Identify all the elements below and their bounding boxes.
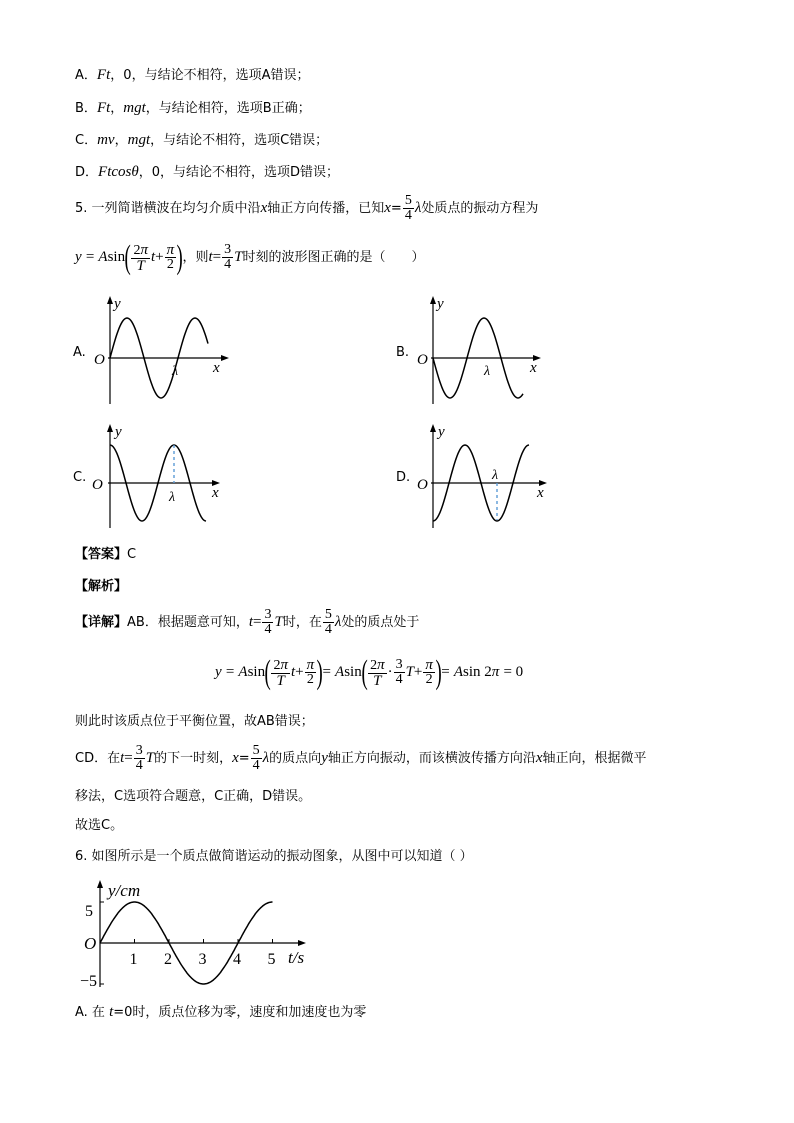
q5-graph-b[interactable]: [411, 292, 561, 407]
q6-y-arrow: [97, 880, 103, 888]
q6-origin: O: [84, 934, 97, 953]
q6-ylabel: y/cm: [108, 881, 141, 900]
svg-text:λ: λ: [492, 468, 499, 483]
prev-option-a: A．Ft，0，与结论不相符，选项A错误；: [75, 67, 310, 83]
q6-vibration-chart: [78, 874, 318, 994]
q5-graph-c[interactable]: [88, 420, 238, 532]
q6-xtick-label: 5: [267, 951, 276, 968]
analysis-detail-line3: CD．在t= $\frac{3}{4}$ T的下一时刻，x= $\frac{5}{4}$ λ的质点向y轴正方向振动，而该横波传播方向沿x轴正向，根据微平: [75, 743, 647, 773]
svg-text:x: x: [212, 485, 219, 501]
q5-option-b-label[interactable]: B.: [396, 345, 410, 360]
svg-text:y: y: [437, 296, 444, 312]
svg-text:x: x: [537, 485, 544, 501]
q6-xtick-label: 4: [233, 951, 241, 968]
analysis-equation: y = Asin( $\frac{2\pi}{T}$ t+ $\frac{\pi}{2}$ )= Asin( $\frac{2\pi}{T}$ · $\frac{3}{4}$ T+ $\frac{\pi}{2}$ )= Asin 2π = 0: [215, 653, 524, 691]
q5-graph-a[interactable]: [88, 292, 238, 407]
svg-text:x: x: [530, 360, 537, 376]
svg-text:y: y: [115, 424, 122, 440]
q5-graph-d[interactable]: [411, 420, 561, 532]
answer-line: 【答案】C: [75, 547, 137, 562]
svg-text:y: y: [114, 296, 121, 312]
svg-text:y: y: [438, 424, 445, 440]
prev-option-d: D．Ftcosθ，0，与结论不相符，选项D错误；: [75, 164, 340, 180]
q6-stem: 6. 如图所示是一个质点做简谐运动的振动图象，从图中可以知道（ ）: [75, 849, 473, 864]
analysis-detail-line2: 则此时该质点位于平衡位置，故AB错误；: [75, 714, 314, 729]
analysis-detail-line1: 【详解】AB．根据题意可知，t= $\frac{3}{4}$ T时，在 $\frac{5}{4}$ λ处的质点处于: [75, 607, 420, 637]
svg-text:O: O: [417, 352, 428, 368]
q6-option-a[interactable]: A. 在 t=0时，质点位移为零，速度和加速度也为零: [75, 1004, 367, 1020]
q6-x-arrow: [298, 940, 306, 946]
q6-xtick-label: 3: [198, 951, 207, 968]
analysis-detail-line4: 移法，C选项符合题意，C正确，D错误。: [75, 789, 312, 804]
q6-ytick-pos: 5: [85, 903, 93, 920]
svg-text:λ: λ: [169, 490, 176, 505]
svg-text:x: x: [213, 360, 220, 376]
q5-option-a-label[interactable]: A.: [73, 345, 86, 360]
q5-stem-line1: 5. 一列简谐横波在均匀介质中沿x轴正方向传播，已知x= $\frac{5}{4}$ λ处质点的振动方程为: [75, 193, 539, 223]
q6-xlabel: t/s: [288, 948, 305, 967]
q6-xtick-label: 2: [164, 951, 172, 968]
q5-stem-line2: y = Asin( $\frac{2\pi}{T}$ t+ $\frac{\pi}{2}$ )，则t= $\frac{3}{4}$ T时刻的波形图正确的是（ ）: [75, 238, 425, 276]
analysis-conclusion: 故选C。: [75, 818, 124, 833]
svg-text:O: O: [94, 352, 105, 368]
svg-text:λ: λ: [172, 364, 179, 379]
prev-option-b: B．Ft，mgt，与结论相符，选项B正确；: [75, 100, 311, 116]
analysis-label: 【解析】: [75, 579, 128, 594]
svg-text:O: O: [417, 477, 428, 493]
q6-xtick-label: 1: [129, 951, 138, 968]
q5-option-d-label[interactable]: D.: [396, 470, 411, 485]
prev-option-c: C．mv，mgt，与结论不相符，选项C错误；: [75, 132, 329, 148]
svg-text:λ: λ: [484, 364, 491, 379]
svg-text:O: O: [92, 477, 103, 493]
q6-ytick-neg: −5: [80, 973, 98, 990]
q5-option-c-label[interactable]: C.: [73, 470, 87, 485]
